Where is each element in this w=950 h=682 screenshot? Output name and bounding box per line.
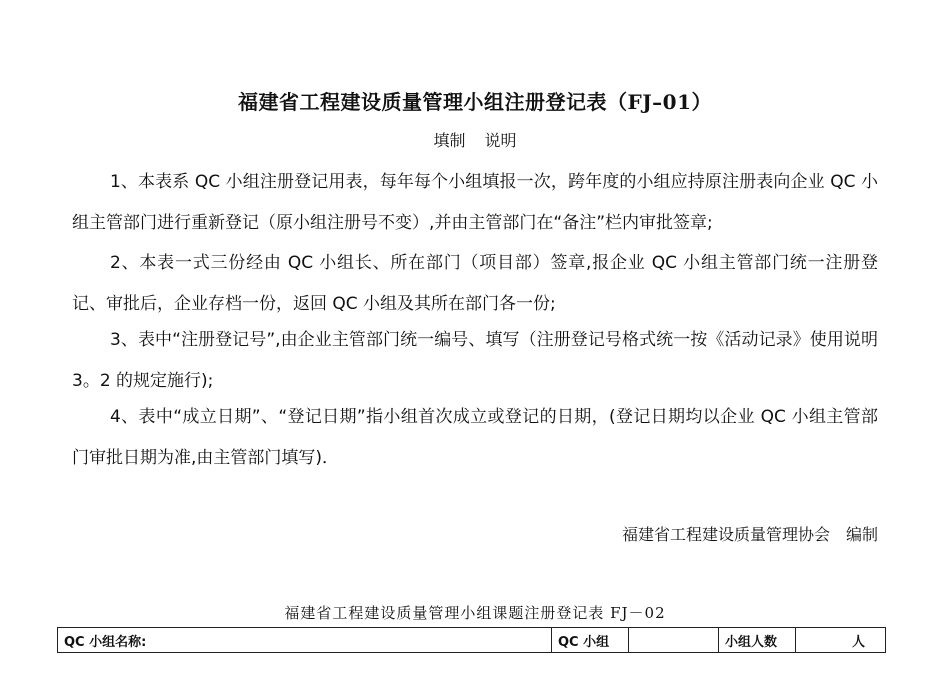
member-count-unit: 人 bbox=[851, 634, 865, 650]
document-title: 福建省工程建设质量管理小组注册登记表（FJ–01） bbox=[238, 90, 712, 114]
table-row bbox=[58, 628, 886, 653]
instruction-paragraph-2: 2、本表一式三份经由 QC 小组长、所在部门（项目部）签章,报企业 QC 小组主管部门统一注册登记、审批后，企业存档一份，返回 QC 小组及其所在部门各一份; bbox=[72, 253, 878, 314]
publisher-line: 福建省工程建设质量管理协会 编制 bbox=[621, 525, 878, 544]
instructions-subtitle: 填制 说明 bbox=[433, 131, 517, 150]
form-fj02-table bbox=[57, 627, 886, 653]
qc-group-label: QC 小组 bbox=[552, 628, 629, 653]
instruction-paragraph-4: 4、表中“成立日期”、“登记日期”指小组首次成立或登记的日期，(登记日期均以企业 QC 小组主管部门审批日期为准,由主管部门填写)． bbox=[72, 407, 878, 468]
member-count-label: 小组人数 bbox=[719, 628, 796, 653]
group-name-cell[interactable] bbox=[58, 628, 552, 653]
member-count-cell[interactable] bbox=[796, 628, 886, 653]
instruction-paragraph-3: 3、表中“注册登记号”,由企业主管部门统一编号、填写（注册登记号格式统一按《活动记录》使用说明 3。2 的规定施行); bbox=[72, 330, 878, 391]
qc-group-value-cell[interactable] bbox=[629, 628, 719, 653]
group-name-label: QC 小组名称: bbox=[64, 634, 147, 650]
instruction-paragraph-1: 1、本表系 QC 小组注册登记用表，每年每个小组填报一次，跨年度的小组应持原注册表向企业 QC 小组主管部门进行重新登记（原小组注册号不变）,并由主管部门在“备注”栏内审批签章; bbox=[72, 172, 878, 233]
form-fj02-title: 福建省工程建设质量管理小组课题注册登记表 FJ－02 bbox=[284, 604, 666, 622]
